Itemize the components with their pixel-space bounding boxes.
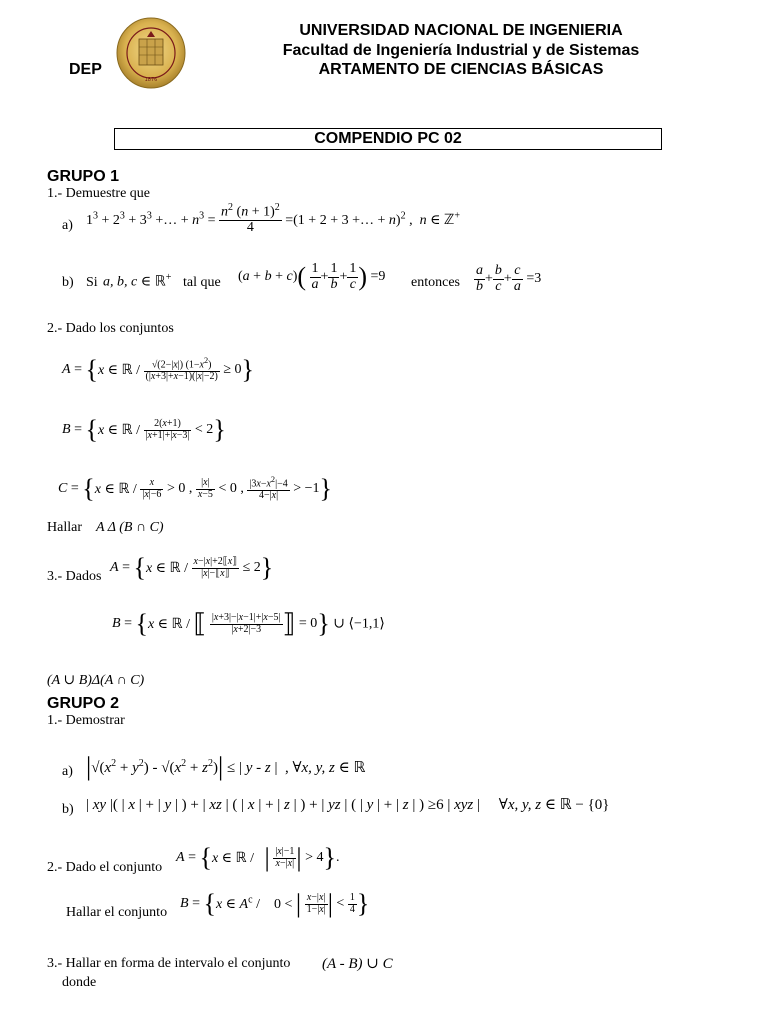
g1-p3-set-b: B = {x ∈ ℝ / ⟦ $\frac{|x+3|-|x-1|+|x-5|}{|x+2|-3}$ ⟧ = 0} ∪ ⟨−1,1⟩ xyxy=(112,609,385,638)
g1-p1b-entonces: entonces xyxy=(411,275,460,290)
g1-p1b-result: $\frac{a}{b}$ + $\frac{b}{c}$ + $\frac{c}{a}$ =3 xyxy=(476,263,542,294)
g1-set-b: B = {x ∈ ℝ / $\frac{2(x+1)}{|x+1|+|x-3|}$ < 2} xyxy=(62,415,226,444)
g2-p1-label: 1.- Demostrar xyxy=(47,713,125,728)
g1-p1b-set: a, b, c ∈ ℝ+ xyxy=(103,272,172,290)
g1-p3-expression: (A ∪ B)Δ(A ∩ C) xyxy=(47,673,145,688)
g1-p1b-formula: (a + b + c)( $\frac{1}{a}$ + $\frac{1}{b}$ + $\frac{1}{c}$ ) =9 xyxy=(238,261,386,292)
g2-p1a-label: a) xyxy=(62,764,73,779)
g2-p1b-label: b) xyxy=(62,802,74,817)
g2-p2-set-b: B = {x ∈ $A^c$ / 0 < | $\frac{x-|x|}{1-|x|}$ | < $\frac{1}{4}$ } xyxy=(180,889,370,918)
header-department: ARTAMENTO DE CIENCIAS BÁSICAS xyxy=(318,61,604,78)
g2-p3-expression: (A - B) ∪ C xyxy=(322,956,393,972)
g2-p2-set-a: A = {x ∈ ℝ / | $\frac{|x|-1}{x-|x|}$ | > 4}. xyxy=(176,843,340,872)
page-title: COMPENDIO PC 02 xyxy=(314,130,462,147)
g1-p1b-si: Si xyxy=(86,275,98,290)
g1-p3-set-a: A = {x ∈ ℝ / $\frac{x-|x|+2⟦x⟧}{|x|-⟦x⟧}$ ≤ 2} xyxy=(110,553,274,582)
g2-p3-label: 3.- Hallar en forma de intervalo el conjunto xyxy=(47,956,291,971)
header-dep: DEP xyxy=(69,61,102,78)
g1-p1b-tal: tal que xyxy=(183,275,221,290)
svg-text:1876: 1876 xyxy=(144,77,158,83)
grupo1-heading: GRUPO 1 xyxy=(47,168,120,185)
g2-p3-donde: donde xyxy=(62,975,97,990)
g2-p1b-formula: | xy |( | x | + | y | ) + | xz | ( | x | + | z | ) + | yz | ( | y | + | z | ) ≥6 | xyz | ∀x, y, z ∈ ℝ − {0} xyxy=(86,795,610,813)
header-university: UNIVERSIDAD NACIONAL DE INGENIERIA xyxy=(299,22,623,39)
g1-set-c: C = {x ∈ ℝ / $\frac{x}{|x|-6}$ > 0 , $\frac{|x|}{x-5}$ < 0 , $\frac{|3x-x^2|-4}{4-|x|}$ > −1} xyxy=(58,474,333,503)
g1-p1a-formula: $1^3 + 2^3 + 3^3$ +… + $n^3$ = $\frac{n^2 (n + 1)^2}{4}$ =(1 + 2 + 3 +… + n)$^2$ , n ∈ ℤ+ xyxy=(86,202,461,236)
g1-p2-label: 2.- Dado los conjuntos xyxy=(47,321,174,336)
g1-p2-expression: A Δ (B ∩ C) xyxy=(96,520,164,535)
g1-p1a-label: a) xyxy=(62,218,73,233)
g1-p1b-label: b) xyxy=(62,275,74,290)
university-seal xyxy=(116,17,186,89)
grupo2-heading: GRUPO 2 xyxy=(47,695,120,712)
g1-p1-label: 1.- Demuestre que xyxy=(47,186,151,201)
g2-p2-hallar: Hallar el conjunto xyxy=(66,905,168,920)
g1-p3-label: 3.- Dados xyxy=(47,569,102,584)
g1-set-a: A = {x ∈ ℝ / $\frac{√(2-|x|) (1-x^2)}{(|x+3|+x-1)(|x|-2)}$ ≥ 0} xyxy=(62,355,254,384)
g1-p2-hallar: Hallar xyxy=(47,520,82,535)
header-faculty: Facultad de Ingeniería Industrial y de Sistemas xyxy=(282,42,640,59)
g2-p2-label: 2.- Dado el conjunto xyxy=(47,860,163,875)
g2-p1a-formula: $|√(x^2 + y^2) - √(x^2 + z^2)|$ ≤ | y - z | , ∀x, y, z ∈ ℝ xyxy=(86,752,366,781)
